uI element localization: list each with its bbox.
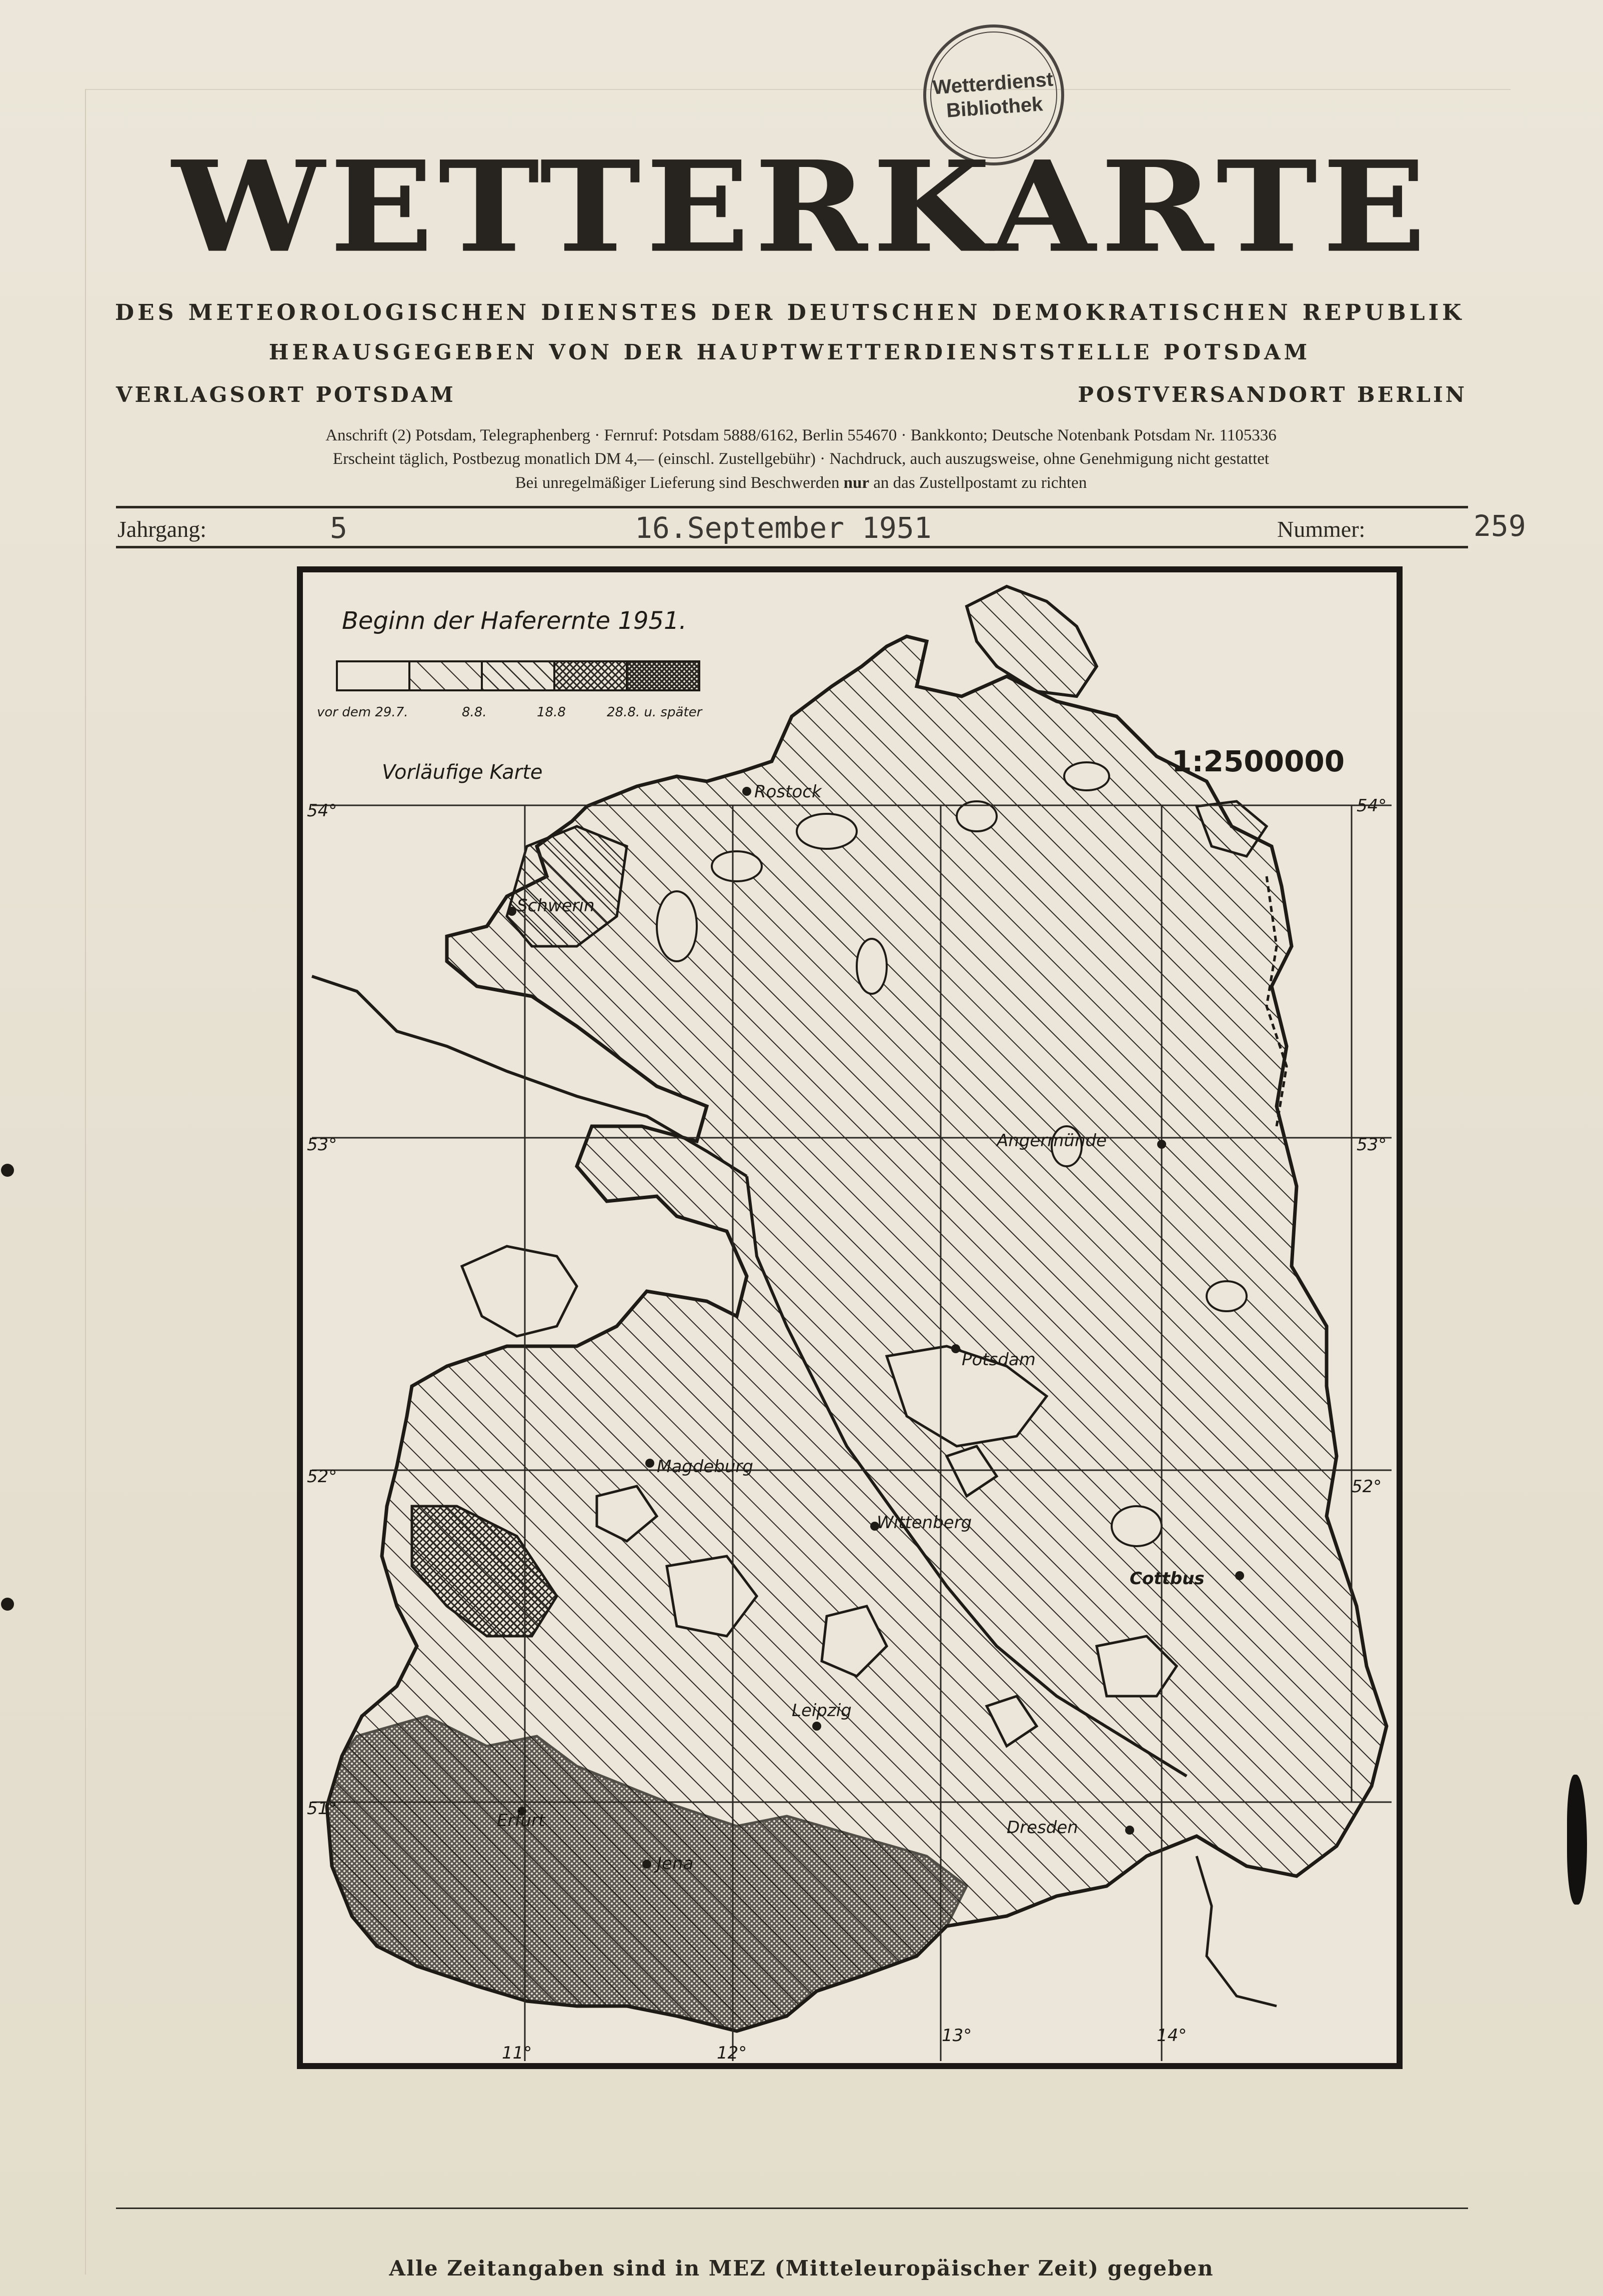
city-dresden: Dresden <box>1007 1818 1078 1838</box>
number-label: Nummer: <box>1277 516 1366 542</box>
city-marker <box>1125 1826 1134 1835</box>
subscription-line: Erscheint täglich, Postbezug monatlich DM 4,— (einschl. Zustellgebühr) · Nachdruck, auch auszugsweise, ohne Genehmigung nicht gestattet <box>332 450 1270 468</box>
city-magdeburg: Magdeburg <box>657 1457 753 1477</box>
stamp-line-2: Bibliothek <box>945 93 1044 122</box>
city-wittenberg: Wittenberg <box>877 1513 972 1533</box>
city-cottbus: Cottbus <box>1130 1569 1205 1589</box>
city-marker <box>1235 1571 1244 1580</box>
city-rostock: Rostock <box>754 782 822 802</box>
legend-swatch-3 <box>482 661 554 690</box>
map-scale: 1:2500000 <box>1172 744 1345 778</box>
publishing-place: VERLAGSORT POTSDAM <box>116 382 456 407</box>
city-marker <box>742 787 751 796</box>
punch-hole <box>1 1164 14 1177</box>
legend-label-3: 18.8 <box>537 705 566 720</box>
city-marker <box>812 1722 821 1731</box>
legend-label-1: vor dem 29.7. <box>317 705 408 720</box>
stamp-line-1: Wetterdienst <box>932 68 1054 99</box>
mailing-place: POSTVERSANDORT BERLIN <box>1078 382 1467 407</box>
footer-rule <box>116 2208 1468 2209</box>
city-schwerin: Schwerin <box>517 896 595 916</box>
lat-label-53-west: 53° <box>307 1135 337 1155</box>
lat-label-52-east: 52° <box>1352 1477 1382 1497</box>
city-marker <box>951 1344 960 1353</box>
lon-label-14: 14° <box>1157 2026 1187 2046</box>
lat-label-51-west: 51° <box>307 1799 337 1819</box>
legend-label-4: 28.8. u. später <box>607 705 702 720</box>
address-line: Anschrift (2) Potsdam, Telegraphenberg · Fernruf: Potsdam 5888/6162, Berlin 554670 · Bankkonto; Deutsche Notenbank Potsdam Nr. 1105336 <box>325 426 1277 444</box>
legend-swatch-1 <box>337 661 409 690</box>
city-jena: Jena <box>657 1854 694 1874</box>
city-potsdam: Potsdam <box>962 1350 1036 1370</box>
city-marker <box>507 907 516 916</box>
legend-swatch-5 <box>627 661 699 690</box>
volume-label: Jahrgang: <box>117 516 207 542</box>
lat-label-53-east: 53° <box>1357 1135 1387 1155</box>
legend-swatch-2 <box>409 661 482 690</box>
ink-blot <box>1567 1775 1587 1905</box>
masthead-title: WETTERKARTE <box>172 133 1431 281</box>
lat-label-54-west: 54° <box>307 801 337 821</box>
lon-label-12: 12° <box>717 2043 747 2063</box>
city-marker <box>1157 1140 1166 1149</box>
lat-label-54-east: 54° <box>1357 796 1387 816</box>
lat-label-52-west: 52° <box>307 1467 337 1487</box>
number-value: 259 <box>1474 509 1526 543</box>
legend-label-2: 8.8. <box>462 705 487 720</box>
lon-label-13: 13° <box>942 2026 972 2046</box>
complaints-text: Bei unregelmäßiger Lieferung sind Beschwerden <box>515 474 844 492</box>
harvest-map <box>297 566 1403 2069</box>
lon-label-11: 11° <box>502 2043 532 2063</box>
time-zone-note: Alle Zeitangaben sind in MEZ (Mitteleuropäischer Zeit) gegeben <box>389 2256 1214 2281</box>
city-marker <box>642 1860 651 1869</box>
city-marker <box>645 1459 654 1468</box>
city-erfurt: Erfurt <box>497 1811 545 1831</box>
legend-swatch-4 <box>554 661 627 690</box>
complaints-emphasis: nur <box>843 474 870 492</box>
provisional-note: Vorläufige Karte <box>382 761 543 784</box>
top-rule <box>116 506 1468 508</box>
issue-date: 16.September 1951 <box>635 511 932 545</box>
city-angermuende: Angermünde <box>997 1131 1107 1151</box>
punch-hole <box>1 1598 14 1611</box>
bottom-rule <box>116 546 1468 548</box>
publisher-line: DES METEOROLOGISCHEN DIENSTES DER DEUTSCHEN DEMOKRATISCHEN REPUBLIK <box>115 300 1465 325</box>
volume-value: 5 <box>330 511 347 545</box>
complaints-line <box>115 474 1487 492</box>
editor-line: HERAUSGEGEBEN VON DER HAUPTWETTERDIENSTSTELLE POTSDAM <box>268 340 1311 364</box>
city-leipzig: Leipzig <box>792 1701 852 1721</box>
complaints-text-end: an das Zustellpostamt zu richten <box>869 474 1087 492</box>
map-title: Beginn der Haferernte 1951. <box>342 607 687 635</box>
